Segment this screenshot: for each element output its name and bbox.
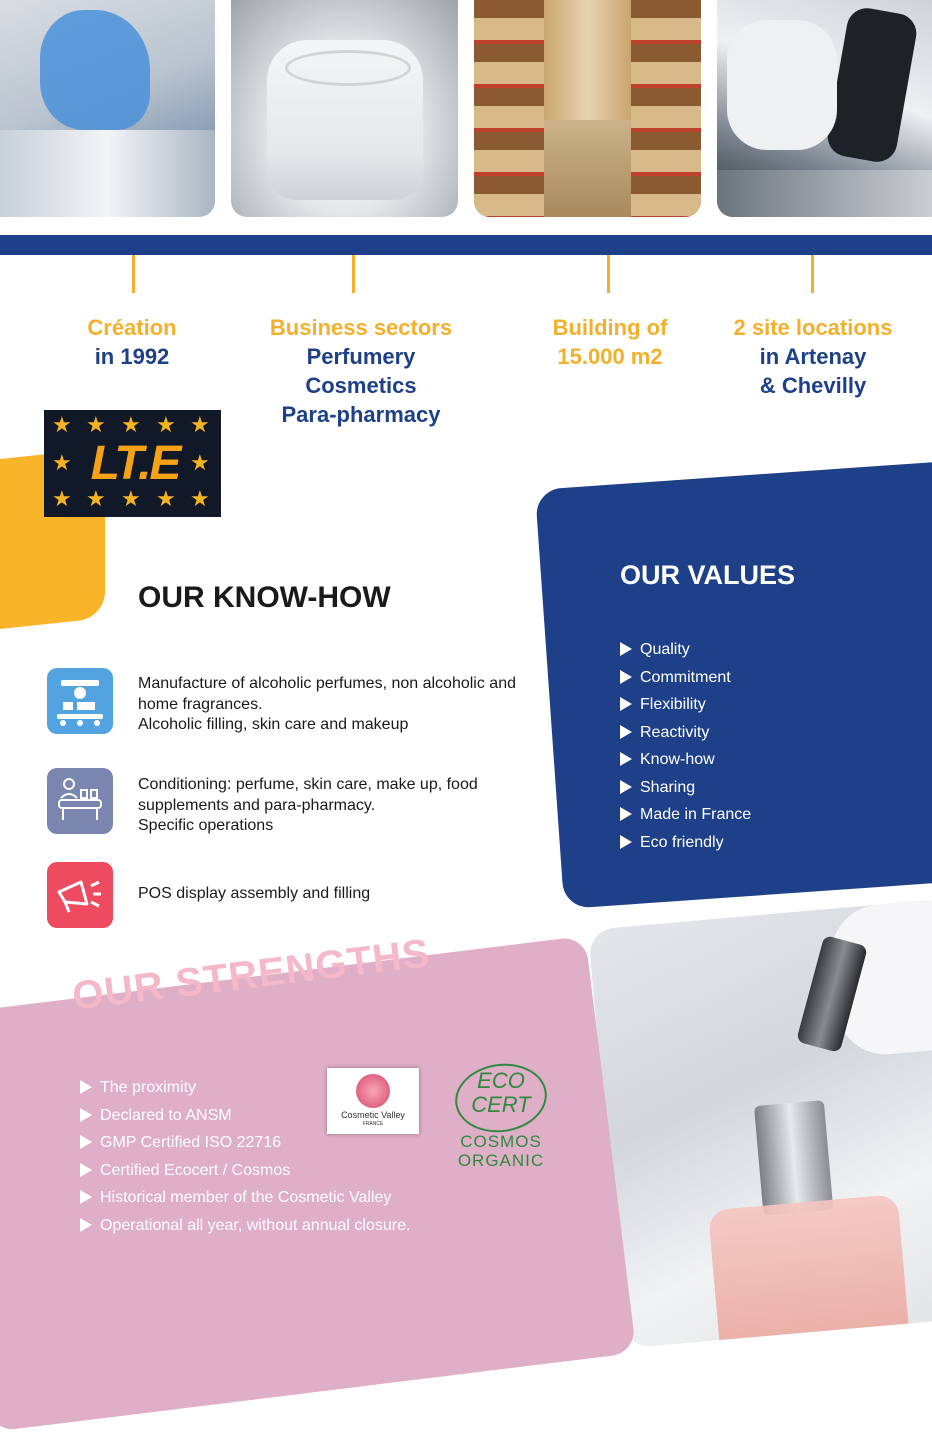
conveyor-worker-icon	[47, 768, 113, 834]
arrow-right-icon	[620, 752, 632, 766]
filling-gun-photo	[717, 0, 932, 217]
strength-item-label: Declared to ANSM	[100, 1106, 232, 1124]
fact-line: in Artenay	[759, 344, 867, 369]
megaphone-icon	[47, 862, 113, 928]
value-item	[620, 774, 751, 802]
arrow-right-icon	[620, 697, 632, 711]
fact-line: Création	[87, 315, 177, 340]
know-how-title: OUR KNOW-HOW	[138, 581, 391, 614]
arrow-right-icon	[620, 807, 632, 821]
arrow-right-icon	[80, 1108, 92, 1122]
value-item-label: Made in France	[640, 806, 752, 823]
know-how-item-text: Manufacture of alcoholic perfumes, non alcoholic and home fragrances.	[138, 675, 516, 713]
know-how-item	[138, 884, 528, 905]
know-how-item-text: Specific operations	[138, 817, 274, 834]
value-item	[620, 746, 751, 774]
know-how-item-text: Alcoholic filling, skin care and makeup	[138, 716, 409, 733]
value-item-label: Know-how	[640, 751, 715, 768]
value-item-label: Flexibility	[640, 696, 706, 713]
timeline-tick	[352, 255, 355, 293]
arrow-right-icon	[80, 1080, 92, 1094]
arrow-right-icon	[80, 1190, 92, 1204]
know-how-item	[138, 775, 528, 837]
timeline-tick	[811, 255, 814, 293]
value-item	[620, 719, 751, 747]
arrow-right-icon	[620, 725, 632, 739]
value-item-label: Quality	[640, 641, 690, 658]
value-item	[620, 829, 751, 857]
cosmetic-valley-logo	[327, 1068, 419, 1134]
value-item	[620, 636, 751, 664]
arrow-right-icon	[620, 780, 632, 794]
know-how-item	[138, 674, 528, 736]
cosmetic-valley-sub: FRANCE	[362, 1121, 384, 1127]
arrow-right-icon	[80, 1218, 92, 1232]
perfume-bottle-photo	[588, 899, 932, 1349]
cosmetic-valley-name: Cosmetic Valley	[341, 1110, 405, 1120]
fact-business-sectors	[236, 313, 486, 429]
strengths-title: OUR STRENGTHS	[70, 931, 433, 1019]
strength-item-label: Certified Ecocert / Cosmos	[100, 1161, 291, 1179]
value-item-label: Eco friendly	[640, 833, 724, 851]
strength-item-label: GMP Certified ISO 22716	[100, 1134, 282, 1151]
fact-sites	[713, 313, 913, 400]
fact-line: Perfumery	[306, 344, 416, 369]
lte-logo: ★ ★ ★ ★ ★ ★ ★ ★ ★ ★ ★ ★ LT.E	[44, 410, 221, 517]
know-how-item-text: Conditioning: perfume, skin care, make up, food supplements and para-pharmacy.	[138, 776, 478, 814]
glass-jar-photo	[231, 0, 458, 217]
value-item-label: Reactivity	[640, 723, 710, 741]
fact-line: 2 site locations	[733, 315, 893, 340]
rose-icon	[356, 1074, 390, 1108]
fact-line: 15.000 m2	[557, 344, 663, 369]
strength-item-label: Operational all year, without annual closure.	[100, 1216, 411, 1234]
ecocert-word: ECO	[477, 1068, 525, 1093]
factory-machine-icon	[47, 668, 113, 734]
arrow-right-icon	[620, 642, 632, 656]
ecocert-logo	[455, 1062, 547, 1172]
fact-building	[520, 313, 700, 371]
value-item	[620, 664, 751, 692]
know-how-item-text: POS display assembly and filling	[138, 885, 371, 902]
fact-creation	[32, 313, 232, 371]
gloved-hand-bottles-photo	[0, 0, 215, 217]
lte-logo-text: LT.E	[90, 437, 180, 490]
strength-item	[80, 1184, 410, 1212]
header-divider-bar	[0, 235, 932, 255]
value-item	[620, 691, 751, 719]
fact-line: Building of	[552, 315, 668, 340]
timeline-tick	[607, 255, 610, 293]
value-item-label: Commitment	[640, 668, 731, 686]
values-title: OUR VALUES	[620, 560, 796, 590]
ecocert-line: ORGANIC	[457, 1151, 545, 1170]
fact-line: Cosmetics	[305, 373, 417, 398]
strength-item-label: Historical member of the Cosmetic Valley	[100, 1189, 392, 1206]
arrow-right-icon	[80, 1135, 92, 1149]
arrow-right-icon	[620, 670, 632, 684]
ecocert-word: CERT	[471, 1092, 531, 1117]
warehouse-shelves-photo	[474, 0, 701, 217]
values-list	[620, 636, 751, 856]
timeline-tick	[132, 255, 135, 293]
arrow-right-icon	[80, 1163, 92, 1177]
fact-line: Business sectors	[269, 315, 453, 340]
strength-item	[80, 1157, 410, 1185]
value-item-label: Sharing	[640, 778, 696, 796]
strength-item	[80, 1212, 410, 1240]
ecocert-line: COSMOS	[460, 1132, 542, 1151]
fact-line: & Chevilly	[759, 373, 867, 398]
fact-line: in 1992	[94, 344, 170, 369]
value-item	[620, 801, 751, 829]
arrow-right-icon	[620, 835, 632, 849]
fact-line: Para-pharmacy	[281, 402, 441, 427]
strength-item-label: The proximity	[100, 1079, 197, 1096]
